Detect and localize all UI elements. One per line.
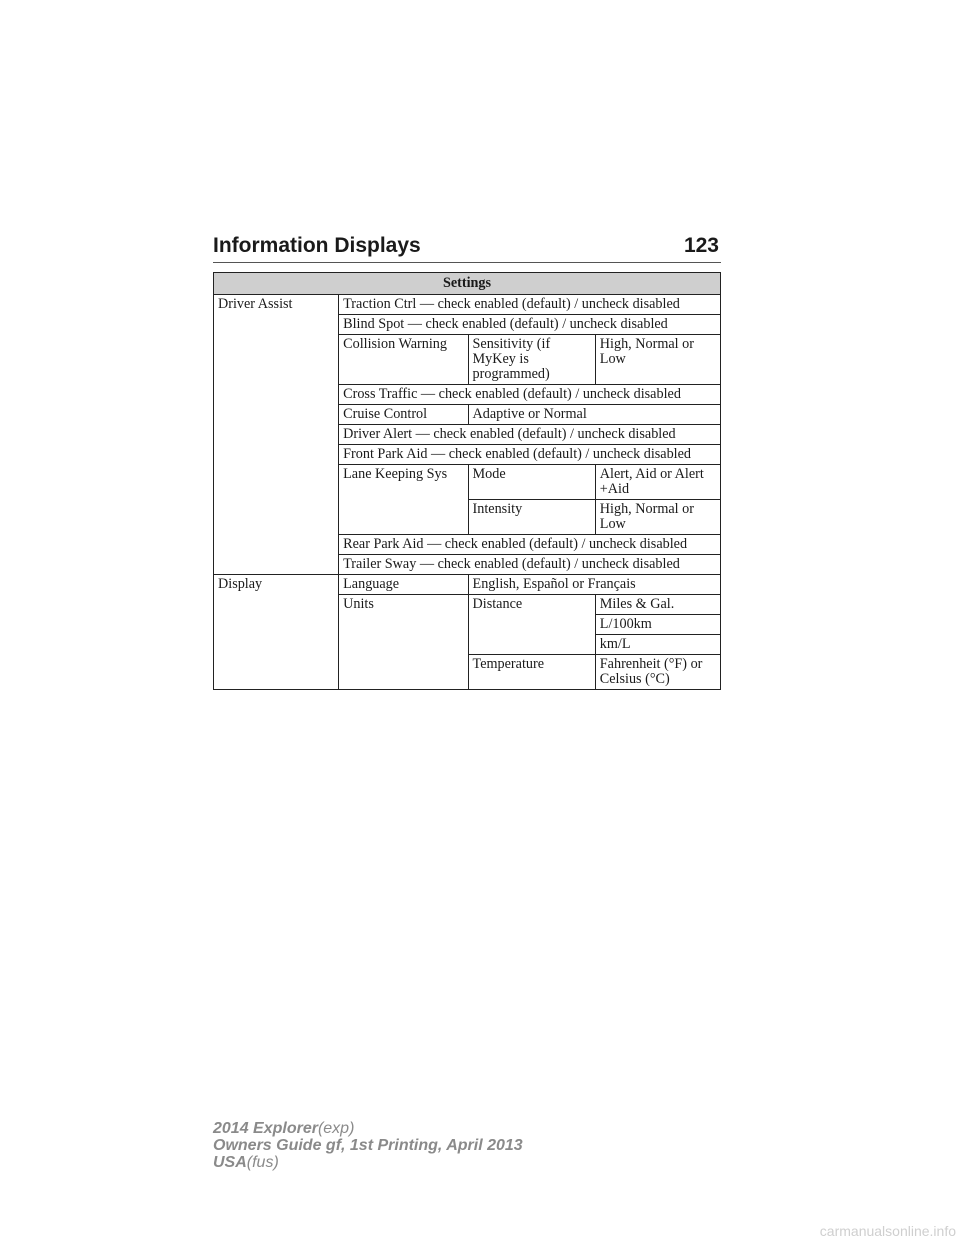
distance-value-cell: L/100km (595, 615, 720, 635)
temperature-value-cell: Fahrenheit (°F) or Celsius (°C) (595, 655, 720, 690)
footer-line-3 (213, 1154, 523, 1171)
table-row (214, 575, 721, 595)
page-number: 123 (683, 234, 719, 257)
table-row (214, 295, 721, 315)
collision-sensitivity-cell: Sensitivity (if MyKey is programmed) (468, 335, 595, 385)
section-title: Information Displays (213, 234, 421, 257)
cruise-control-cell: Cruise Control (339, 405, 468, 425)
footer-market-code: (fus) (246, 1154, 279, 1171)
driver-alert-cell: Driver Alert — check enabled (default) / uncheck disabled (339, 425, 721, 445)
trailer-sway-cell: Trailer Sway — check enabled (default) / uncheck disabled (339, 555, 721, 575)
collision-value-cell: High, Normal or Low (595, 335, 720, 385)
blind-spot-cell: Blind Spot — check enabled (default) / uncheck disabled (339, 315, 721, 335)
footer-model-code: (exp) (317, 1120, 355, 1137)
units-cell: Units (339, 595, 468, 690)
lane-mode-value-cell: Alert, Aid or Alert +Aid (595, 465, 720, 500)
cross-traffic-cell: Cross Traffic — check enabled (default) / uncheck disabled (339, 385, 721, 405)
rear-park-aid-cell: Rear Park Aid — check enabled (default) / uncheck disabled (339, 535, 721, 555)
lane-mode-cell: Mode (468, 465, 595, 500)
footer-model: 2014 Explorer (213, 1120, 318, 1137)
language-value-cell: English, Español or Français (468, 575, 720, 595)
front-park-aid-cell: Front Park Aid — check enabled (default) / uncheck disabled (339, 445, 721, 465)
distance-value-cell: km/L (595, 635, 720, 655)
table-title: Settings (214, 273, 721, 295)
category-driver-assist: Driver Assist (214, 295, 339, 575)
lane-intensity-cell: Intensity (468, 500, 595, 535)
collision-warning-cell: Collision Warning (339, 335, 468, 385)
distance-cell: Distance (468, 595, 595, 655)
footer-line-1 (213, 1120, 523, 1137)
traction-ctrl-cell: Traction Ctrl — check enabled (default) / uncheck disabled (339, 295, 721, 315)
page-header (213, 230, 721, 263)
footer (213, 1120, 523, 1171)
distance-value-cell: Miles & Gal. (595, 595, 720, 615)
lane-intensity-value-cell: High, Normal or Low (595, 500, 720, 535)
lane-keeping-cell: Lane Keeping Sys (339, 465, 468, 535)
cruise-value-cell: Adaptive or Normal (468, 405, 720, 425)
table-header-row (214, 273, 721, 295)
footer-market: USA (213, 1154, 247, 1171)
category-display: Display (214, 575, 339, 690)
language-cell: Language (339, 575, 468, 595)
watermark: carmanualsonline.info (819, 1223, 956, 1239)
temperature-cell: Temperature (468, 655, 595, 690)
settings-table (213, 272, 721, 690)
footer-line-2: Owners Guide gf, 1st Printing, April 2013 (213, 1137, 523, 1154)
